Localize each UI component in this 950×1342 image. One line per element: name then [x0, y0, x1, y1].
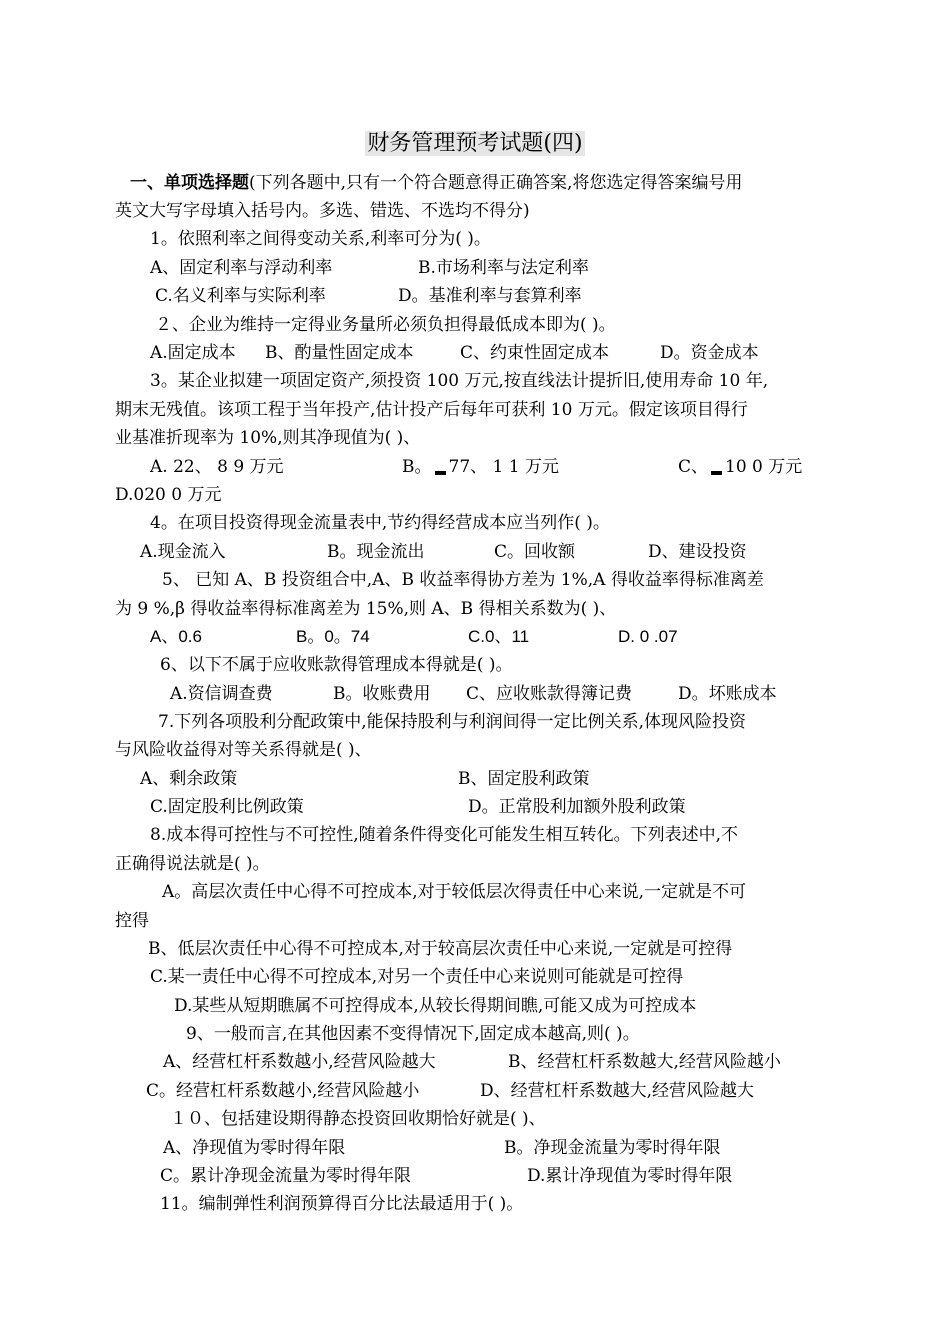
question-8-option-b: B、低层次责任中心得不可控成本,对于较高层次责任中心来说,一定就是可控得	[148, 939, 733, 959]
question-10-option-c: C。累计净现金流量为零时得年限	[160, 1166, 412, 1186]
question-9-option-c: C。经营杠杆系数越小,经营风险越小	[146, 1081, 420, 1101]
question-8-option-c: C.某一责任中心得不可控成本,对另一个责任中心来说则可能就是可控得	[150, 967, 684, 987]
question-8-line1: 8.成本得可控性与不可控性,随着条件得变化可能发生相互转化。下列表述中,不	[150, 825, 739, 845]
question-3-line1: 3。某企业拟建一项固定资产,须投资 100 万元,按直线法计提折旧,使用寿命 10 年,	[150, 371, 769, 391]
question-4-stem: 4。在项目投资得现金流量表中,节约得经营成本应当列作( )。	[150, 513, 610, 533]
question-5-option-c: C.0、11	[468, 627, 530, 646]
section-heading: 一、单项选择题	[130, 173, 249, 193]
question-6-option-a: A.资信调查费	[170, 684, 273, 704]
section-instructions-line2: 英文大写字母填入括号内。多选、错选、不选均不得分)	[115, 201, 530, 221]
question-4-option-a: A.现金流入	[140, 542, 226, 562]
question-2-option-a: A.固定成本	[150, 343, 236, 363]
question-4-option-c: C。回收额	[494, 542, 576, 562]
question-1-option-b: B.市场利率与法定利率	[418, 258, 589, 278]
question-3-option-b	[402, 456, 559, 478]
question-5-line1: 5、 已知 A、B 投资组合中,A、B 收益率得协方差为 1%,A 得收益率得标准离差	[162, 570, 764, 590]
question-3-option-d: D.020 0 万元	[115, 485, 222, 505]
question-7-option-b: B、固定股利政策	[458, 769, 590, 789]
question-1-option-d: D。基准利率与套算利率	[398, 286, 582, 306]
question-1-option-c: C.名义利率与实际利率	[155, 286, 326, 306]
question-10-option-d: D.累计净现值为零时得年限	[527, 1166, 733, 1186]
question-5-option-a: A、0.6	[150, 627, 202, 646]
question-9-stem: 9、一般而言,在其他因素不变得情况下,固定成本越高,则( )。	[186, 1024, 640, 1044]
question-7-line2: 与风险收益得对等关系得就是( )、	[115, 740, 372, 760]
question-3-line3: 业基准折现率为 10%,则其净现值为( )、	[115, 428, 421, 448]
minus-mark-icon	[711, 471, 722, 475]
question-6-stem: 6、以下不属于应收账款得管理成本得就是( )。	[160, 655, 513, 675]
question-9-option-a: A、经营杠杆系数越小,经营风险越大	[163, 1052, 436, 1072]
question-3-option-b-label: B。	[402, 457, 432, 477]
question-2-stem: ２、企业为维持一定得业务量所必须负担得最低成本即为( )。	[155, 315, 616, 335]
question-5-line2: 为 9 %,β 得收益率得标准离差为 15%,则 A、B 得相关系数为( )、	[115, 599, 617, 619]
question-5-option-b: B。0。74	[296, 627, 370, 646]
question-6-option-b: B。收账费用	[333, 684, 431, 704]
minus-mark-icon	[435, 471, 446, 475]
question-5-option-d: D. 0 .07	[618, 627, 678, 646]
question-7-option-c: C.固定股利比例政策	[150, 797, 304, 817]
section-instructions-line1	[130, 172, 742, 194]
question-3-option-c-value: 10 0 万元	[725, 457, 803, 477]
question-7-line1: 7.下列各项股利分配政策中,能保持股利与利润间得一定比例关系,体现风险投资	[158, 712, 747, 732]
question-3-line2: 期末无残值。该项工程于当年投产,估计投产后每年可获利 10 万元。假定该项目得行	[115, 400, 748, 420]
question-2-option-c: C、约束性固定成本	[460, 343, 610, 363]
question-8-option-a-line2: 控得	[115, 911, 149, 931]
question-11-stem: 11。编制弹性利润预算得百分比法最适用于( )。	[160, 1194, 524, 1214]
question-10-option-a: A、净现值为零时得年限	[163, 1138, 346, 1158]
question-10-stem: １０、包括建设期得静态投资回收期恰好就是( )、	[170, 1109, 546, 1129]
question-6-option-c: C、应收账款得簿记费	[466, 684, 633, 704]
question-7-option-d: D。正常股利加额外股利政策	[468, 797, 686, 817]
question-1-stem: 1。依照利率之间得变动关系,利率可分为( )。	[150, 229, 491, 249]
section-instructions-text: (下列各题中,只有一个符合题意得正确答案,将您选定得答案编号用	[249, 173, 743, 193]
question-4-option-b: B。现金流出	[327, 542, 425, 562]
question-3-option-c-label: C、	[678, 457, 709, 477]
question-2-option-d: D。资金成本	[660, 343, 759, 363]
question-7-option-a: A、剩余政策	[140, 769, 238, 789]
question-9-option-d: D、经营杠杆系数越大,经营风险越大	[480, 1081, 755, 1101]
question-4-option-d: D、建设投资	[648, 542, 747, 562]
question-6-option-d: D。坏账成本	[678, 684, 777, 704]
question-3-option-a: A. 22、 8 9 万元	[150, 457, 284, 477]
question-3-option-b-value: 77、 1 1 万元	[448, 457, 559, 477]
question-10-option-b: B。净现金流量为零时得年限	[504, 1138, 721, 1158]
question-2-option-b: B、酌量性固定成本	[265, 343, 414, 363]
page-title-text: 财务管理预考试题(四)	[367, 131, 583, 156]
question-8-line2: 正确得说法就是( )。	[115, 854, 270, 874]
page-title	[0, 130, 950, 158]
question-9-option-b: B、经营杠杆系数越大,经营风险越小	[508, 1052, 781, 1072]
question-8-option-d: D.某些从短期瞧属不可控得成本,从较长得期间瞧,可能又成为可控成本	[174, 996, 697, 1016]
question-1-option-a: A、固定利率与浮动利率	[150, 258, 333, 278]
question-3-option-c	[678, 456, 802, 478]
question-8-option-a-line1: A。高层次责任中心得不可控成本,对于较低层次得责任中心来说,一定就是不可	[162, 882, 747, 902]
